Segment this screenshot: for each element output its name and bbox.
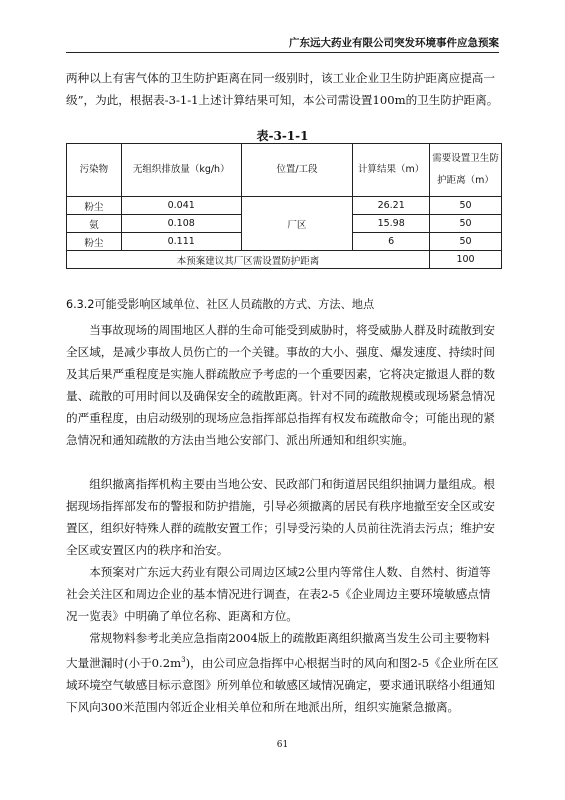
header-pollutant: 污染物	[67, 144, 122, 197]
table-header-row	[67, 144, 502, 197]
document-header: 广东远大药业有限公司突发环境事件应急预案	[66, 36, 499, 53]
cell-emission: 0.111	[121, 233, 241, 251]
cell-result: 6	[353, 233, 430, 251]
table-title: 表-3-1-1	[256, 129, 309, 143]
header-result: 计算结果（m）	[353, 144, 430, 197]
paragraph-leak	[66, 627, 499, 718]
cell-pollutant: 氨	[67, 215, 122, 233]
summary-label: 本预案建议其厂区需设置防护距离	[67, 251, 430, 269]
leak-text-start: 常规物料参考北美应急指南2004版上的疏散距离组织撤离当发生公司主要物料大量泄漏时(小于0.2m	[66, 631, 490, 670]
intro-paragraph: 两种以上有害气体的卫生防护距离在同一级别时，该工业企业卫生防护距离应提高一级”，为此，根据表-3-1-1上述计算结果可知，本公司需设置100m的卫生防护距离。	[66, 71, 499, 107]
superscript-unit: 3	[181, 656, 186, 664]
paragraph-organization: 组织撤离指挥机构主要由当地公安、民政部门和街道居民组织抽调力量组成。根据现场指挥部发布的警报和防护措施，引导必须撤离的居民有秩序地撤至安全区或安置区，组织好特殊人群的疏散安置工作；引导受污染的人员前往洗消去污点；维护安全区或安置区内的秩序和治安。	[66, 477, 495, 557]
cell-emission: 0.108	[121, 215, 241, 233]
header-emission: 无组织排放量（kg/h）	[121, 144, 241, 197]
cell-pollutant: 粉尘	[67, 233, 122, 251]
table-summary-row	[67, 251, 502, 269]
header-distance: 需要设置卫生防护距离（m）	[430, 144, 502, 197]
cell-result: 26.21	[353, 197, 430, 215]
cell-pollutant: 粉尘	[67, 197, 122, 215]
distance-table	[66, 143, 502, 269]
leak-text-end: )，由公司应急指挥中心根据当时的风向和图2-5《企业所在区域环境空气敏感目标示意图》所列单位和敏感区域情况确定，要求通讯联络小组通知下风向300米范围内邻近企业相关单位和所在地派出所，组织实施紧急撤离。	[66, 655, 499, 714]
cell-distance: 50	[430, 215, 502, 233]
header-location: 位置/工段	[241, 144, 353, 197]
paragraph-evacuation: 当事故现场的周围地区人群的生命可能受到威胁时，将受威胁人群及时疏散到安全区域，是减少事故人员伤亡的一个关键。事故的大小、强度、爆发速度、持续时间及其后果严重程度是实施人群疏散应予考虑的一个重要因素，它将决定撤退人群的数量、疏散的可用时间以及确保安全的疏散距离。针对不同的疏散规模或现场紧急情况的严重程度，由启动级别的现场应急指挥部总指挥有权发布疏散命令；可能出现的紧急情况和通知疏散的方法由当地公安部门、派出所通知和组织实施。	[66, 323, 495, 447]
cell-distance: 50	[430, 197, 502, 215]
cell-emission: 0.041	[121, 197, 241, 215]
cell-distance: 50	[430, 233, 502, 251]
cell-result: 15.98	[353, 215, 430, 233]
page-number: 61	[276, 740, 289, 750]
table-row	[67, 197, 502, 215]
section-heading: 6.3.2可能受影响区域单位、社区人员疏散的方式、方法、地点	[66, 298, 375, 311]
paragraph-survey: 本预案对广东远大药业有限公司周边区域2公里内等常住人数、自然村、街道等社会关注区和周边企业的基本情况进行调查，在表2-5《企业周边主要环境敏感点情况一览表》中明确了单位名称、距离和方位。	[66, 565, 491, 623]
cell-location: 厂区	[241, 197, 353, 251]
summary-value: 100	[430, 251, 502, 269]
